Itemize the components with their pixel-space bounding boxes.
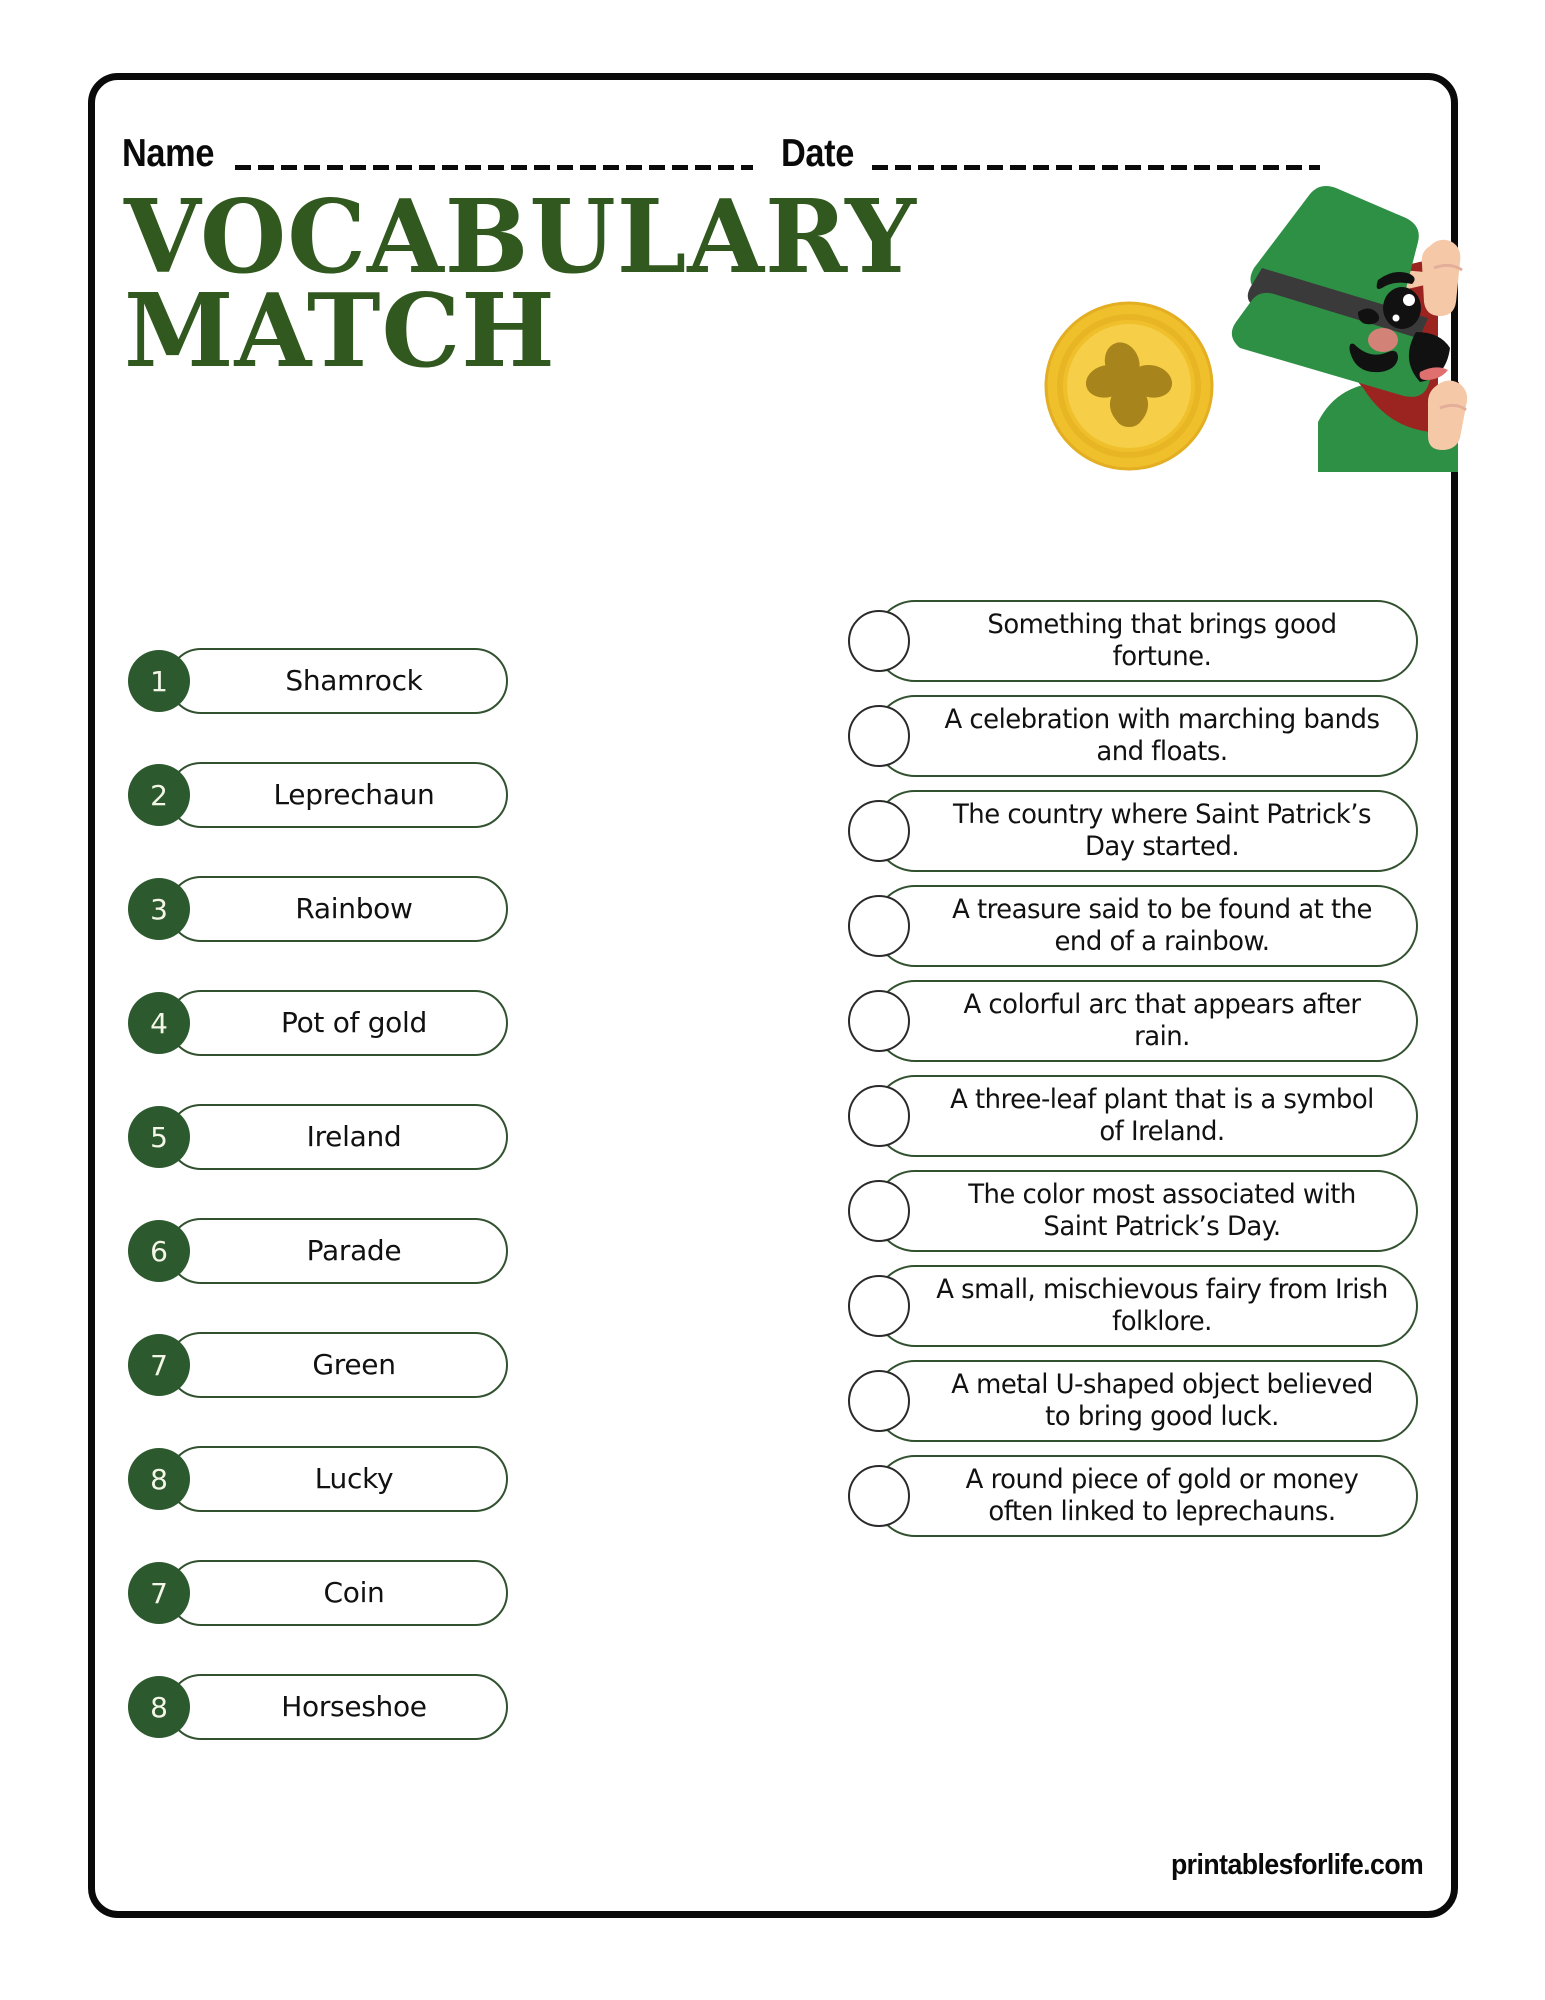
definition-text: A three-leaf plant that is a symbol of Ireland.: [950, 1084, 1374, 1147]
site-watermark: printablesforlife.com: [1170, 1849, 1423, 1881]
word-label: Shamrock: [285, 664, 423, 697]
definition-text: A celebration with marching bands and floats.: [944, 704, 1380, 767]
date-write-line[interactable]: [872, 165, 1320, 170]
word-label: Lucky: [314, 1462, 394, 1495]
definitions-column: [848, 600, 1418, 1550]
definition-text: Something that brings good fortune.: [987, 609, 1337, 672]
definition-row[interactable]: [848, 1265, 1418, 1347]
word-pill[interactable]: [168, 1674, 508, 1740]
words-column: [128, 648, 508, 1788]
definition-text: The country where Saint Patrick’s Day started.: [953, 799, 1371, 862]
word-row[interactable]: [128, 1446, 508, 1512]
definition-text: A colorful arc that appears after rain.: [963, 989, 1361, 1052]
page-title-line-2: MATCH: [124, 270, 556, 390]
name-write-line[interactable]: [235, 165, 753, 170]
word-number-badge: 8: [128, 1676, 190, 1738]
word-label: Leprechaun: [273, 778, 435, 811]
definition-pill[interactable]: [874, 1075, 1418, 1157]
definition-pill[interactable]: [874, 1170, 1418, 1252]
definition-pill[interactable]: [874, 695, 1418, 777]
definition-answer-circle[interactable]: [848, 1275, 910, 1337]
definition-text: A round piece of gold or money often linked to leprechauns.: [965, 1464, 1359, 1527]
word-row[interactable]: [128, 648, 508, 714]
word-number-badge: 6: [128, 1220, 190, 1282]
definition-pill[interactable]: [874, 790, 1418, 872]
definition-text: A metal U-shaped object believed to bring good luck.: [951, 1369, 1373, 1432]
page-title-line-1: VOCABULARY: [124, 177, 917, 296]
date-label: Date: [780, 132, 854, 175]
word-row[interactable]: [128, 1218, 508, 1284]
definition-row[interactable]: [848, 695, 1418, 777]
word-label: Rainbow: [295, 892, 413, 925]
word-number-badge: 4: [128, 992, 190, 1054]
definition-pill[interactable]: [874, 1455, 1418, 1537]
definition-answer-circle[interactable]: [848, 1180, 910, 1242]
definition-answer-circle[interactable]: [848, 705, 910, 767]
definition-answer-circle[interactable]: [848, 1465, 910, 1527]
word-row[interactable]: [128, 1560, 508, 1626]
word-row[interactable]: [128, 1332, 508, 1398]
word-label: Horseshoe: [281, 1690, 427, 1723]
definition-answer-circle[interactable]: [848, 895, 910, 957]
definition-pill[interactable]: [874, 600, 1418, 682]
word-number-badge: 7: [128, 1334, 190, 1396]
definition-row[interactable]: [848, 1075, 1418, 1157]
word-pill[interactable]: [168, 1104, 508, 1170]
word-row[interactable]: [128, 1104, 508, 1170]
definition-text: The color most associated with Saint Patrick’s Day.: [968, 1179, 1356, 1242]
definition-pill[interactable]: [874, 1360, 1418, 1442]
word-label: Parade: [306, 1234, 402, 1267]
definition-answer-circle[interactable]: [848, 990, 910, 1052]
definition-row[interactable]: [848, 980, 1418, 1062]
definition-answer-circle[interactable]: [848, 800, 910, 862]
definition-pill[interactable]: [874, 1265, 1418, 1347]
definition-row[interactable]: [848, 1360, 1418, 1442]
word-number-badge: 7: [128, 1562, 190, 1624]
word-row[interactable]: [128, 990, 508, 1056]
word-number-badge: 1: [128, 650, 190, 712]
definition-answer-circle[interactable]: [848, 1085, 910, 1147]
word-label: Ireland: [306, 1120, 402, 1153]
word-number-badge: 5: [128, 1106, 190, 1168]
word-pill[interactable]: [168, 1218, 508, 1284]
definition-row[interactable]: [848, 885, 1418, 967]
word-pill[interactable]: [168, 648, 508, 714]
word-pill[interactable]: [168, 990, 508, 1056]
definition-row[interactable]: [848, 600, 1418, 682]
word-pill[interactable]: [168, 1560, 508, 1626]
word-pill[interactable]: [168, 762, 508, 828]
definition-pill[interactable]: [874, 885, 1418, 967]
name-label: Name: [122, 132, 215, 175]
word-row[interactable]: [128, 876, 508, 942]
definition-answer-circle[interactable]: [848, 1370, 910, 1432]
definition-row[interactable]: [848, 790, 1418, 872]
definition-answer-circle[interactable]: [848, 610, 910, 672]
word-pill[interactable]: [168, 876, 508, 942]
word-pill[interactable]: [168, 1446, 508, 1512]
word-label: Coin: [323, 1576, 385, 1609]
definition-text: A treasure said to be found at the end of a rainbow.: [952, 894, 1372, 957]
word-row[interactable]: [128, 762, 508, 828]
word-number-badge: 8: [128, 1448, 190, 1510]
name-date-row: [122, 122, 1422, 176]
word-row[interactable]: [128, 1674, 508, 1740]
word-number-badge: 2: [128, 764, 190, 826]
word-label: Green: [312, 1348, 396, 1381]
page-title: [124, 177, 1084, 390]
definition-row[interactable]: [848, 1170, 1418, 1252]
definition-text: A small, mischievous fairy from Irish folklore.: [936, 1274, 1388, 1337]
definition-pill[interactable]: [874, 980, 1418, 1062]
word-label: Pot of gold: [281, 1006, 427, 1039]
word-pill[interactable]: [168, 1332, 508, 1398]
leprechaun-icon: [1168, 172, 1468, 472]
word-number-badge: 3: [128, 878, 190, 940]
definition-row[interactable]: [848, 1455, 1418, 1537]
